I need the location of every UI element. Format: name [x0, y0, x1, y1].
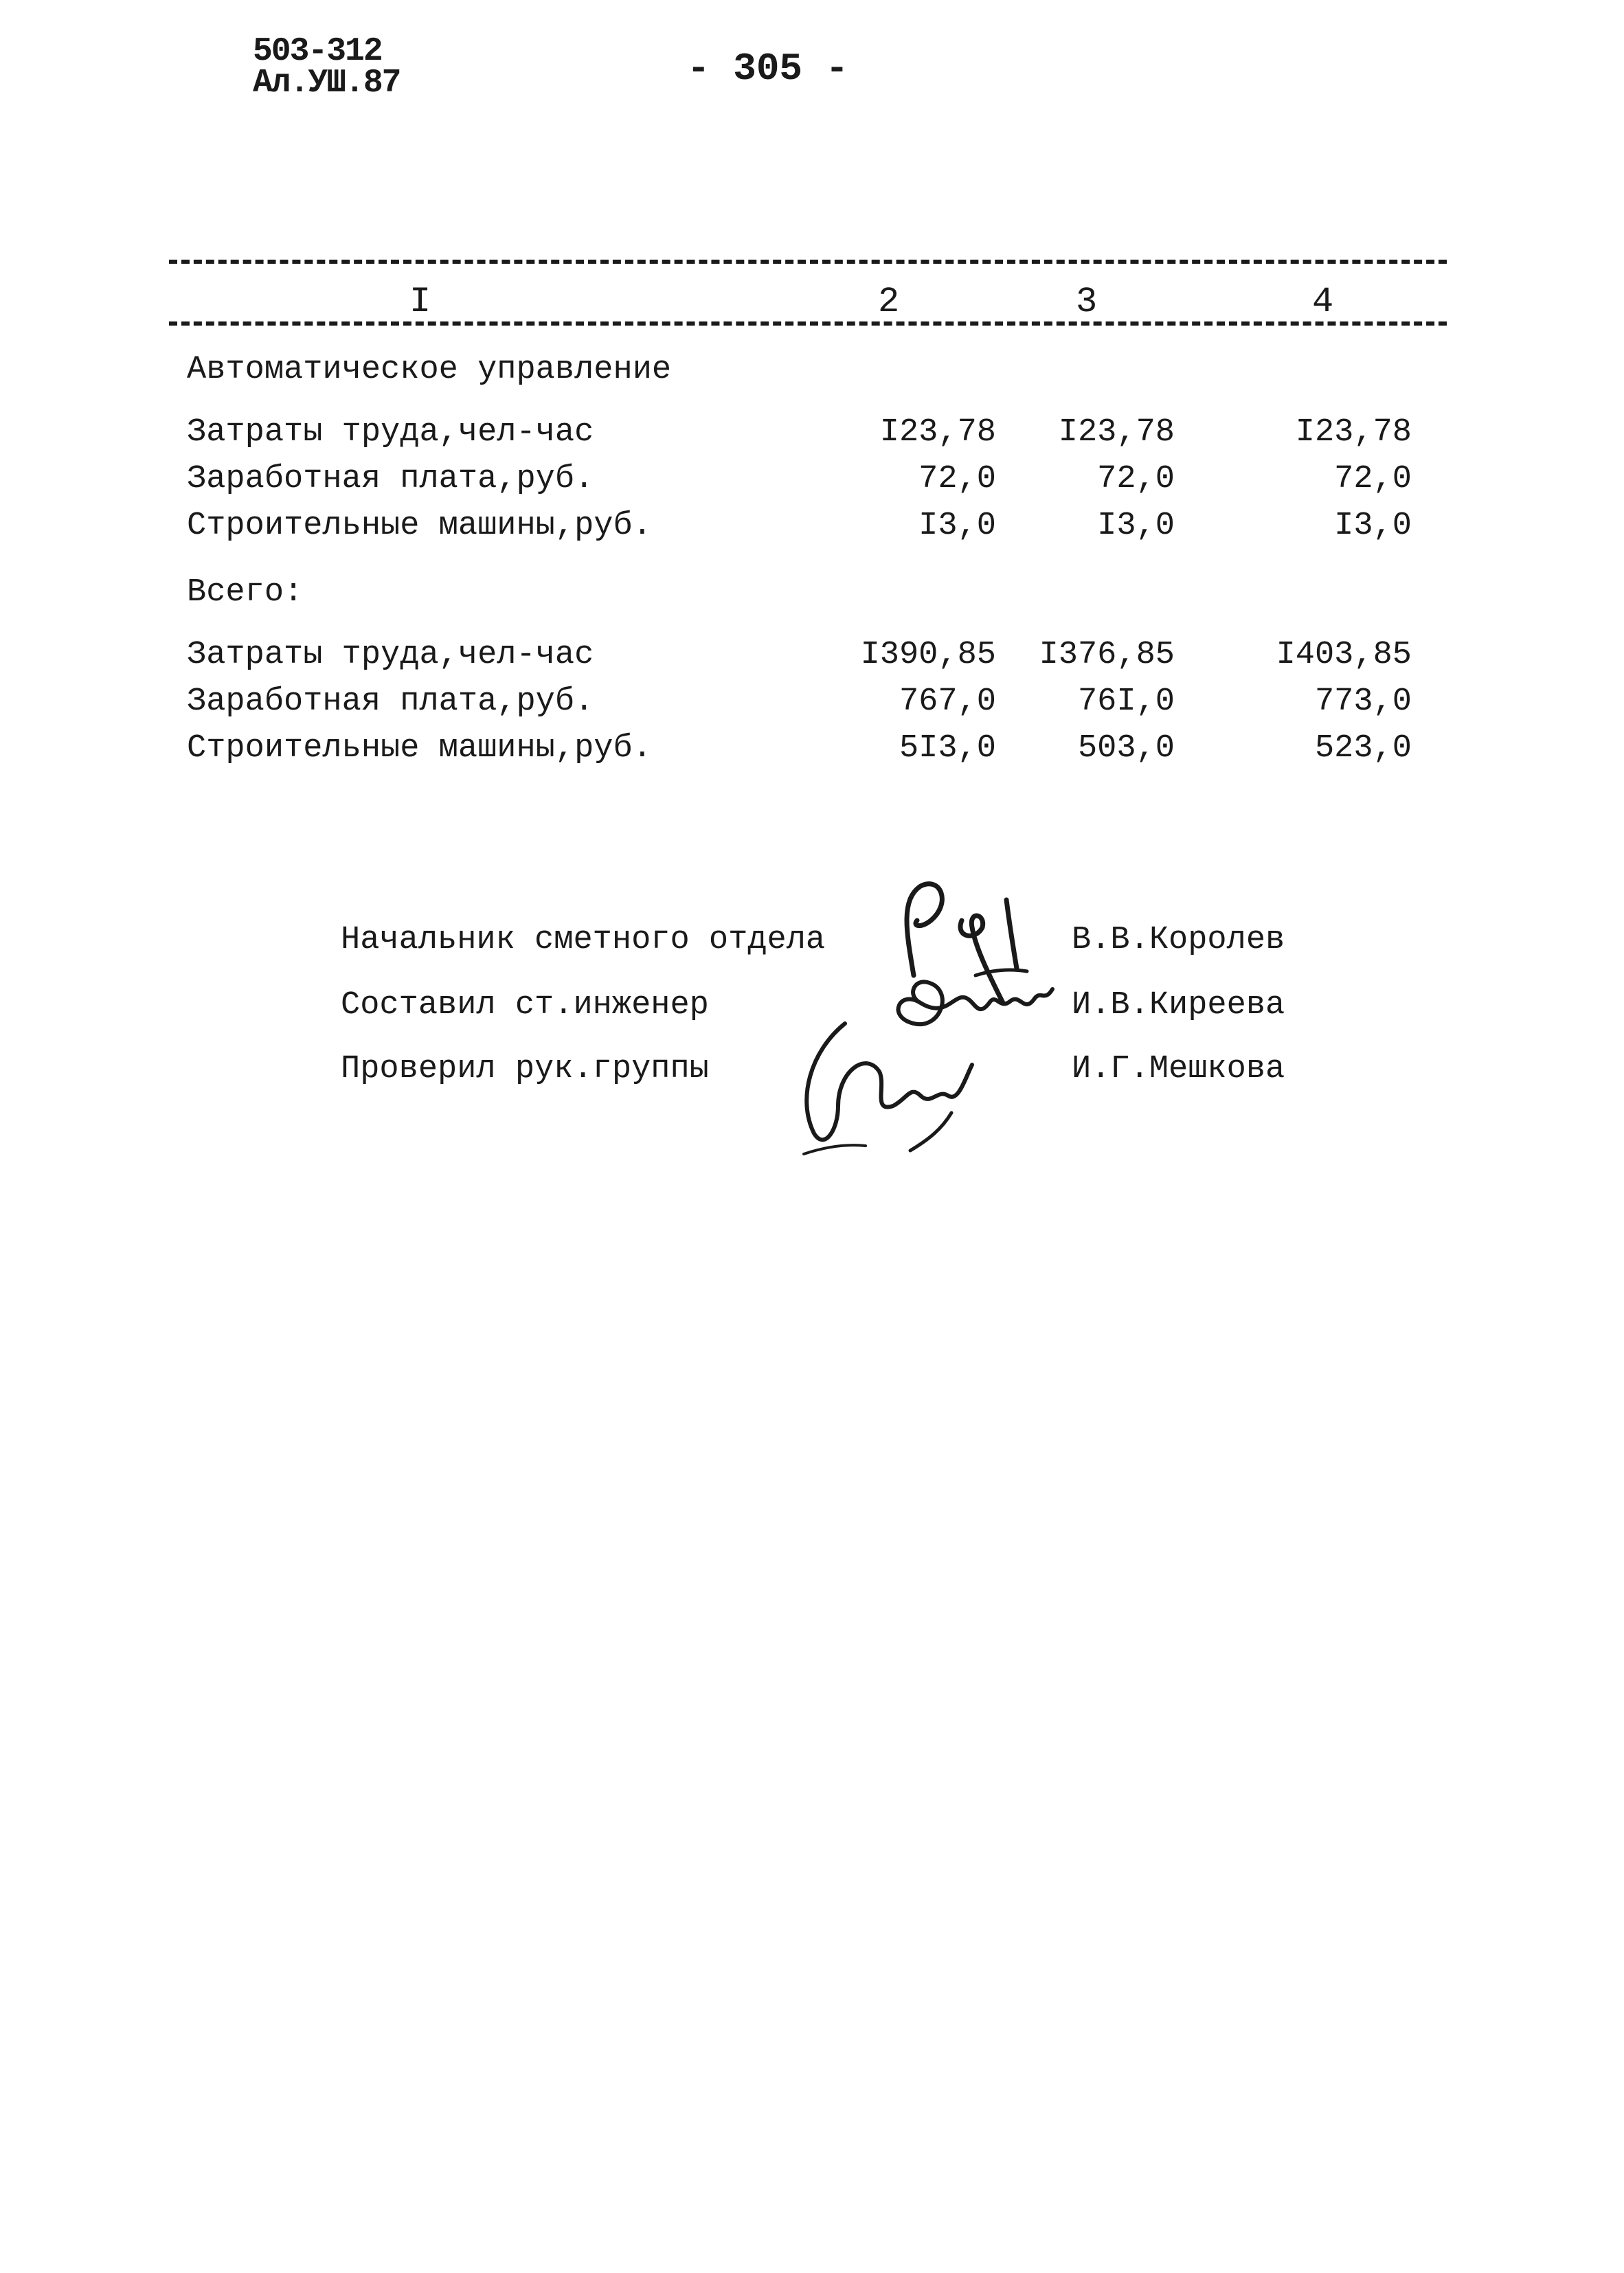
signature-name: В.В.Королев: [1072, 922, 1285, 958]
column-header-1: I: [409, 282, 431, 322]
table-cell: 76I,0: [1077, 683, 1175, 720]
table-cell: 523,0: [1314, 730, 1412, 767]
table-cell: I23,78: [1295, 414, 1412, 451]
row-label: Затраты труда,чел-час: [187, 637, 594, 673]
handwritten-signature-3: [783, 1010, 989, 1161]
signature-role: Проверил рук.группы: [341, 1051, 709, 1087]
row-label: Заработная плата,руб.: [187, 461, 594, 497]
row-label: Строительные машины,руб.: [187, 508, 652, 544]
table-cell: 72,0: [918, 461, 996, 497]
section-title: Всего:: [187, 574, 304, 611]
table-cell: 503,0: [1077, 730, 1175, 767]
table-cell: 773,0: [1314, 683, 1412, 720]
document-code: 503-312 Ал.УШ.87: [253, 33, 401, 102]
table-cell: 72,0: [1334, 461, 1412, 497]
row-label: Строительные машины,руб.: [187, 730, 652, 767]
page-number: - 305 -: [687, 47, 849, 91]
table-top-rule: [169, 260, 1447, 264]
table-cell: 72,0: [1097, 461, 1175, 497]
table-cell: I376,85: [1039, 637, 1175, 673]
table-cell: 5I3,0: [899, 730, 996, 767]
signature-role: Начальник сметного отдела: [341, 922, 826, 958]
table-cell: I3,0: [918, 508, 996, 544]
signature-name: И.В.Киреева: [1072, 987, 1285, 1024]
column-header-3: 3: [1076, 282, 1098, 322]
column-header-4: 4: [1312, 282, 1334, 322]
section-title: Автоматическое управление: [187, 352, 672, 388]
signature-name: И.Г.Мешкова: [1072, 1051, 1285, 1087]
table-cell: I3,0: [1334, 508, 1412, 544]
table-cell: I3,0: [1097, 508, 1175, 544]
signature-role: Составил ст.инженер: [341, 987, 709, 1024]
table-cell: I23,78: [879, 414, 996, 451]
table-cell: I23,78: [1058, 414, 1175, 451]
row-label: Затраты труда,чел-час: [187, 414, 594, 451]
column-header-2: 2: [878, 282, 900, 322]
table-cell: 767,0: [899, 683, 996, 720]
row-label: Заработная плата,руб.: [187, 683, 594, 720]
table-cell: I390,85: [860, 637, 996, 673]
table-cell: I403,85: [1276, 637, 1412, 673]
table-header-rule: [169, 321, 1447, 326]
